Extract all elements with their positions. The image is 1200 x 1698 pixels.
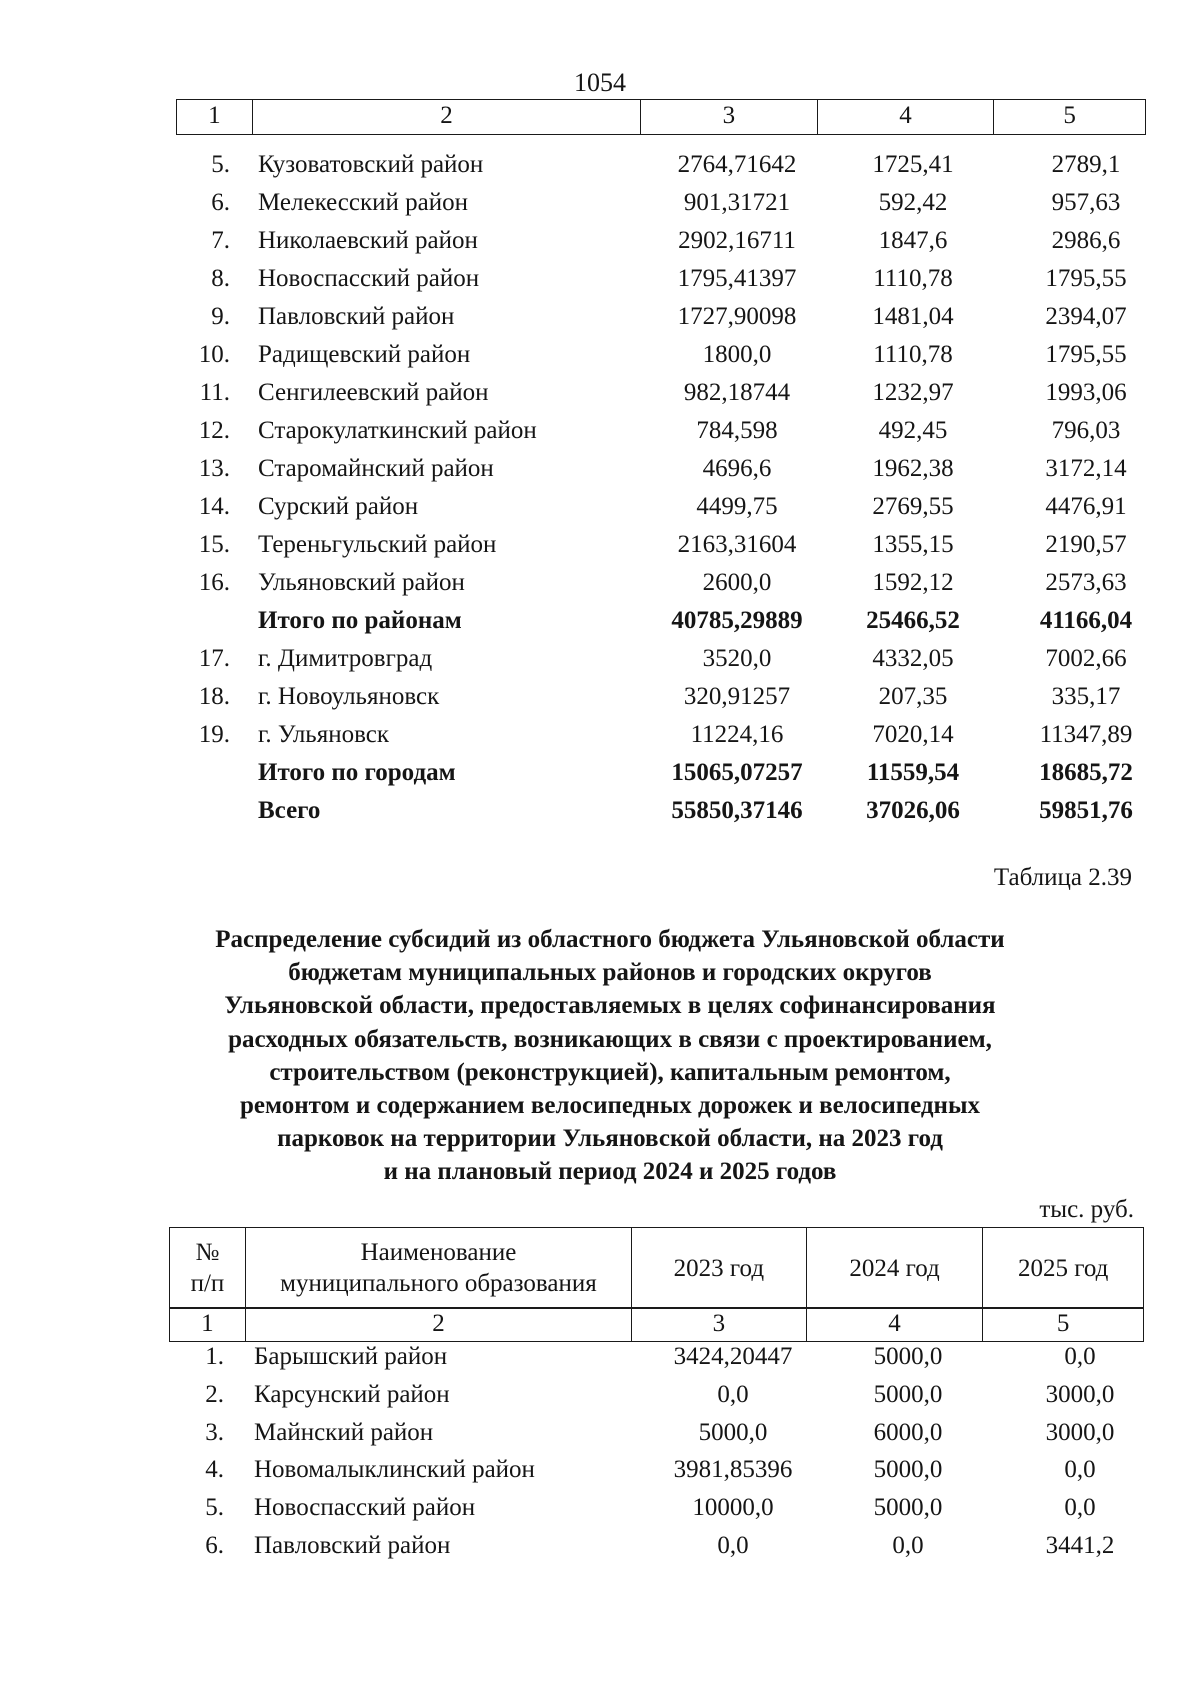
value-2023: 10000,0 bbox=[692, 1494, 774, 1522]
header-number bbox=[170, 1228, 246, 1308]
row-name: Новоспасский район bbox=[258, 265, 480, 292]
value-2024: 4332,05 bbox=[872, 645, 954, 672]
header-year-2023: 2023 год bbox=[632, 1228, 807, 1308]
title-line: и на плановый период 2024 и 2025 годов bbox=[383, 1158, 837, 1186]
table-row bbox=[176, 1378, 1146, 1416]
table-row bbox=[176, 414, 1146, 452]
row-number: 13. bbox=[198, 455, 230, 482]
row-number: 6. bbox=[211, 189, 230, 216]
row-name: Николаевский район bbox=[258, 227, 478, 254]
row-name: Новоспасский район bbox=[254, 1494, 476, 1522]
row-number: 2. bbox=[205, 1380, 224, 1408]
column-number-cell: 3 bbox=[632, 1308, 807, 1341]
value-2025: 18685,72 bbox=[1039, 759, 1133, 786]
value-2024: 25466,52 bbox=[866, 607, 960, 634]
value-2024: 1481,04 bbox=[872, 303, 954, 330]
value-2023: 982,18744 bbox=[683, 379, 791, 406]
table-row bbox=[176, 1529, 1146, 1567]
value-2023: 1727,90098 bbox=[677, 303, 797, 330]
value-2023: 11224,16 bbox=[690, 721, 784, 748]
row-number: 14. bbox=[198, 493, 230, 520]
table-row bbox=[176, 642, 1146, 680]
title-line: Распределение субсидий из областного бюджета Ульяновской области bbox=[215, 926, 1005, 953]
row-name: г. Димитровград bbox=[258, 645, 433, 672]
table-row bbox=[176, 376, 1146, 414]
row-number: 3. bbox=[205, 1418, 224, 1446]
table-row bbox=[176, 262, 1146, 300]
value-2024: 5000,0 bbox=[873, 1343, 943, 1370]
value-2023: 55850,37146 bbox=[671, 797, 803, 824]
value-2024: 7020,14 bbox=[872, 721, 954, 748]
row-name: г. Ульяновск bbox=[258, 721, 389, 748]
table-row bbox=[176, 224, 1146, 262]
value-2024: 592,42 bbox=[878, 189, 948, 216]
row-number: 8. bbox=[211, 265, 230, 292]
row-number: 5. bbox=[205, 1494, 224, 1522]
title-line: строительством (реконструкцией), капитальным ремонтом, bbox=[269, 1058, 951, 1086]
value-2024: 6000,0 bbox=[873, 1418, 943, 1446]
column-number-cell: 2 bbox=[246, 1308, 632, 1341]
row-name: Радищевский район bbox=[258, 341, 471, 368]
value-2025: 11347,89 bbox=[1039, 721, 1133, 748]
value-2025: 3172,14 bbox=[1045, 455, 1127, 482]
row-number: 19. bbox=[198, 721, 230, 748]
title-line: расходных обязательств, возникающих в связи с проектированием, bbox=[228, 1025, 992, 1053]
value-2023: 784,598 bbox=[696, 417, 778, 444]
row-number: 12. bbox=[198, 417, 230, 444]
value-2025: 957,63 bbox=[1051, 189, 1121, 216]
value-2025: 59851,76 bbox=[1039, 797, 1133, 824]
value-2025: 0,0 bbox=[1064, 1494, 1096, 1522]
value-2025: 4476,91 bbox=[1045, 493, 1127, 520]
value-2025: 3441,2 bbox=[1045, 1531, 1115, 1559]
value-2023: 2764,71642 bbox=[677, 151, 797, 178]
value-2023: 1795,41397 bbox=[677, 265, 797, 292]
value-2025: 1795,55 bbox=[1045, 341, 1127, 368]
table-row bbox=[176, 186, 1146, 224]
value-2024: 1355,15 bbox=[872, 531, 954, 558]
value-2025: 3000,0 bbox=[1045, 1380, 1115, 1408]
row-name: Ульяновский район bbox=[258, 569, 465, 596]
title-line: парковок на территории Ульяновской области, на 2023 год bbox=[277, 1125, 943, 1153]
header-year-2025: 2025 год bbox=[1017, 1254, 1109, 1282]
value-2023: 0,0 bbox=[717, 1531, 749, 1559]
row-name: Старомайнский район bbox=[258, 455, 494, 482]
value-2024: 1725,41 bbox=[872, 151, 954, 178]
units-label: тыс. руб. bbox=[1039, 1196, 1134, 1223]
row-name: Итого по городам bbox=[258, 759, 456, 786]
header-number-line: п/п bbox=[190, 1270, 225, 1297]
column-number-cell: 4 bbox=[807, 1308, 984, 1341]
value-2024: 207,35 bbox=[878, 683, 948, 710]
value-2025: 2986,6 bbox=[1051, 227, 1121, 254]
table-row bbox=[176, 300, 1146, 338]
row-name: Майнский район bbox=[254, 1418, 434, 1446]
value-2024: 1110,78 bbox=[873, 341, 953, 368]
row-name: Сурский район bbox=[258, 493, 419, 520]
value-2023: 0,0 bbox=[717, 1380, 749, 1408]
table-title bbox=[150, 923, 1070, 1189]
column-number-cell: 5 bbox=[1056, 1310, 1070, 1337]
value-2025: 2394,07 bbox=[1045, 303, 1127, 330]
value-2024: 0,0 bbox=[892, 1531, 924, 1559]
table-row bbox=[176, 452, 1146, 490]
table-row bbox=[176, 338, 1146, 376]
row-number: 1. bbox=[205, 1343, 224, 1370]
row-name: Павловский район bbox=[258, 303, 455, 330]
value-2023: 1800,0 bbox=[702, 341, 772, 368]
row-number: 5. bbox=[211, 151, 230, 178]
value-2025: 2573,63 bbox=[1045, 569, 1127, 596]
row-name: Всего bbox=[258, 797, 321, 824]
value-2024: 1847,6 bbox=[878, 227, 948, 254]
value-2024: 1592,12 bbox=[872, 569, 954, 596]
value-2023: 3424,20447 bbox=[673, 1343, 793, 1370]
table-row bbox=[176, 566, 1146, 604]
value-2024: 1110,78 bbox=[873, 265, 953, 292]
value-2023: 2902,16711 bbox=[678, 227, 796, 254]
value-2024: 5000,0 bbox=[873, 1494, 943, 1522]
table-row bbox=[176, 718, 1146, 756]
value-2024: 5000,0 bbox=[873, 1456, 943, 1484]
column-number-cell: 5 bbox=[1063, 102, 1076, 129]
value-2025: 0,0 bbox=[1064, 1456, 1096, 1484]
value-2023: 3520,0 bbox=[702, 645, 772, 672]
value-2024: 5000,0 bbox=[873, 1380, 943, 1408]
value-2024: 2769,55 bbox=[872, 493, 954, 520]
value-2025: 41166,04 bbox=[1039, 607, 1133, 634]
table-row bbox=[176, 1453, 1146, 1491]
row-name: Тереньгульский район bbox=[258, 531, 497, 558]
title-line: ремонтом и содержанием велосипедных дорожек и велосипедных bbox=[240, 1092, 980, 1120]
value-2023: 4499,75 bbox=[696, 493, 778, 520]
row-number: 6. bbox=[205, 1531, 224, 1559]
table-row bbox=[176, 680, 1146, 718]
row-number: 4. bbox=[205, 1456, 224, 1484]
row-name: Карсунский район bbox=[254, 1380, 450, 1408]
row-number: 9. bbox=[211, 303, 230, 330]
table-row bbox=[176, 794, 1146, 832]
page-number: 1054 bbox=[574, 68, 626, 97]
value-2024: 11559,54 bbox=[866, 759, 960, 786]
column-number-cell: 1 bbox=[177, 100, 253, 134]
header-name-line: муниципального образования bbox=[280, 1270, 597, 1297]
value-2023: 2600,0 bbox=[702, 569, 772, 596]
table-row bbox=[176, 604, 1146, 642]
row-name: Старокулаткинский район bbox=[258, 417, 537, 444]
table-row bbox=[176, 490, 1146, 528]
value-2025: 1993,06 bbox=[1045, 379, 1127, 406]
table-label: Таблица 2.39 bbox=[993, 864, 1132, 891]
value-2023: 40785,29889 bbox=[671, 607, 803, 634]
header-name-line: Наименование bbox=[360, 1239, 517, 1266]
title-line: бюджетам муниципальных районов и городских округов bbox=[288, 959, 932, 987]
value-2023: 4696,6 bbox=[702, 455, 772, 482]
column-number-cell: 4 bbox=[818, 100, 995, 134]
column-number-row bbox=[176, 99, 1146, 135]
value-2024: 492,45 bbox=[878, 417, 948, 444]
header-year-2024: 2024 год bbox=[807, 1228, 984, 1308]
column-number-cell: 3 bbox=[641, 100, 818, 134]
row-name: Новомалыклинский район bbox=[254, 1456, 535, 1484]
table-row bbox=[176, 148, 1146, 186]
table-header bbox=[169, 1227, 1144, 1309]
row-number: 7. bbox=[211, 227, 230, 254]
value-2025: 335,17 bbox=[1051, 683, 1121, 710]
row-name: Итого по районам bbox=[258, 607, 462, 634]
value-2023: 2163,31604 bbox=[677, 531, 797, 558]
continued-table-body bbox=[176, 148, 1146, 832]
table-row bbox=[176, 1491, 1146, 1529]
table-body bbox=[176, 1340, 1146, 1567]
table-row bbox=[176, 1340, 1146, 1378]
value-2025: 2789,1 bbox=[1051, 151, 1121, 178]
row-name: Барышский район bbox=[254, 1343, 448, 1370]
value-2023: 901,31721 bbox=[683, 189, 791, 216]
row-name: Павловский район bbox=[254, 1531, 451, 1559]
value-2024: 1232,97 bbox=[872, 379, 954, 406]
value-2024: 1962,38 bbox=[872, 455, 954, 482]
row-number: 16. bbox=[198, 569, 230, 596]
row-number: 17. bbox=[198, 645, 230, 672]
row-name: г. Новоульяновск bbox=[258, 683, 440, 710]
table-row bbox=[176, 1416, 1146, 1454]
value-2025: 0,0 bbox=[1064, 1343, 1096, 1370]
row-name: Мелекесский район bbox=[258, 189, 469, 216]
value-2023: 15065,07257 bbox=[671, 759, 803, 786]
table-row bbox=[176, 756, 1146, 794]
header-name bbox=[246, 1228, 632, 1308]
value-2025: 3000,0 bbox=[1045, 1418, 1115, 1446]
value-2025: 1795,55 bbox=[1045, 265, 1127, 292]
value-2023: 5000,0 bbox=[698, 1418, 768, 1446]
column-number-cell: 1 bbox=[170, 1308, 246, 1341]
value-2025: 796,03 bbox=[1051, 417, 1121, 444]
column-number-cell: 2 bbox=[253, 100, 641, 134]
table-row bbox=[176, 528, 1146, 566]
row-number: 11. bbox=[199, 379, 230, 406]
title-line: Ульяновской области, предоставляемых в целях софинансирования bbox=[224, 992, 996, 1020]
value-2024: 37026,06 bbox=[866, 797, 960, 824]
value-2023: 320,91257 bbox=[683, 683, 791, 710]
row-number: 18. bbox=[198, 683, 230, 710]
value-2025: 2190,57 bbox=[1045, 531, 1127, 558]
row-number: 15. bbox=[198, 531, 230, 558]
value-2023: 3981,85396 bbox=[673, 1456, 793, 1484]
column-number-row bbox=[169, 1307, 1144, 1342]
row-number: 10. bbox=[198, 341, 230, 368]
header-number-line: № bbox=[195, 1239, 220, 1266]
row-name: Сенгилеевский район bbox=[258, 379, 489, 406]
value-2025: 7002,66 bbox=[1045, 645, 1127, 672]
row-name: Кузоватовский район bbox=[258, 151, 484, 178]
